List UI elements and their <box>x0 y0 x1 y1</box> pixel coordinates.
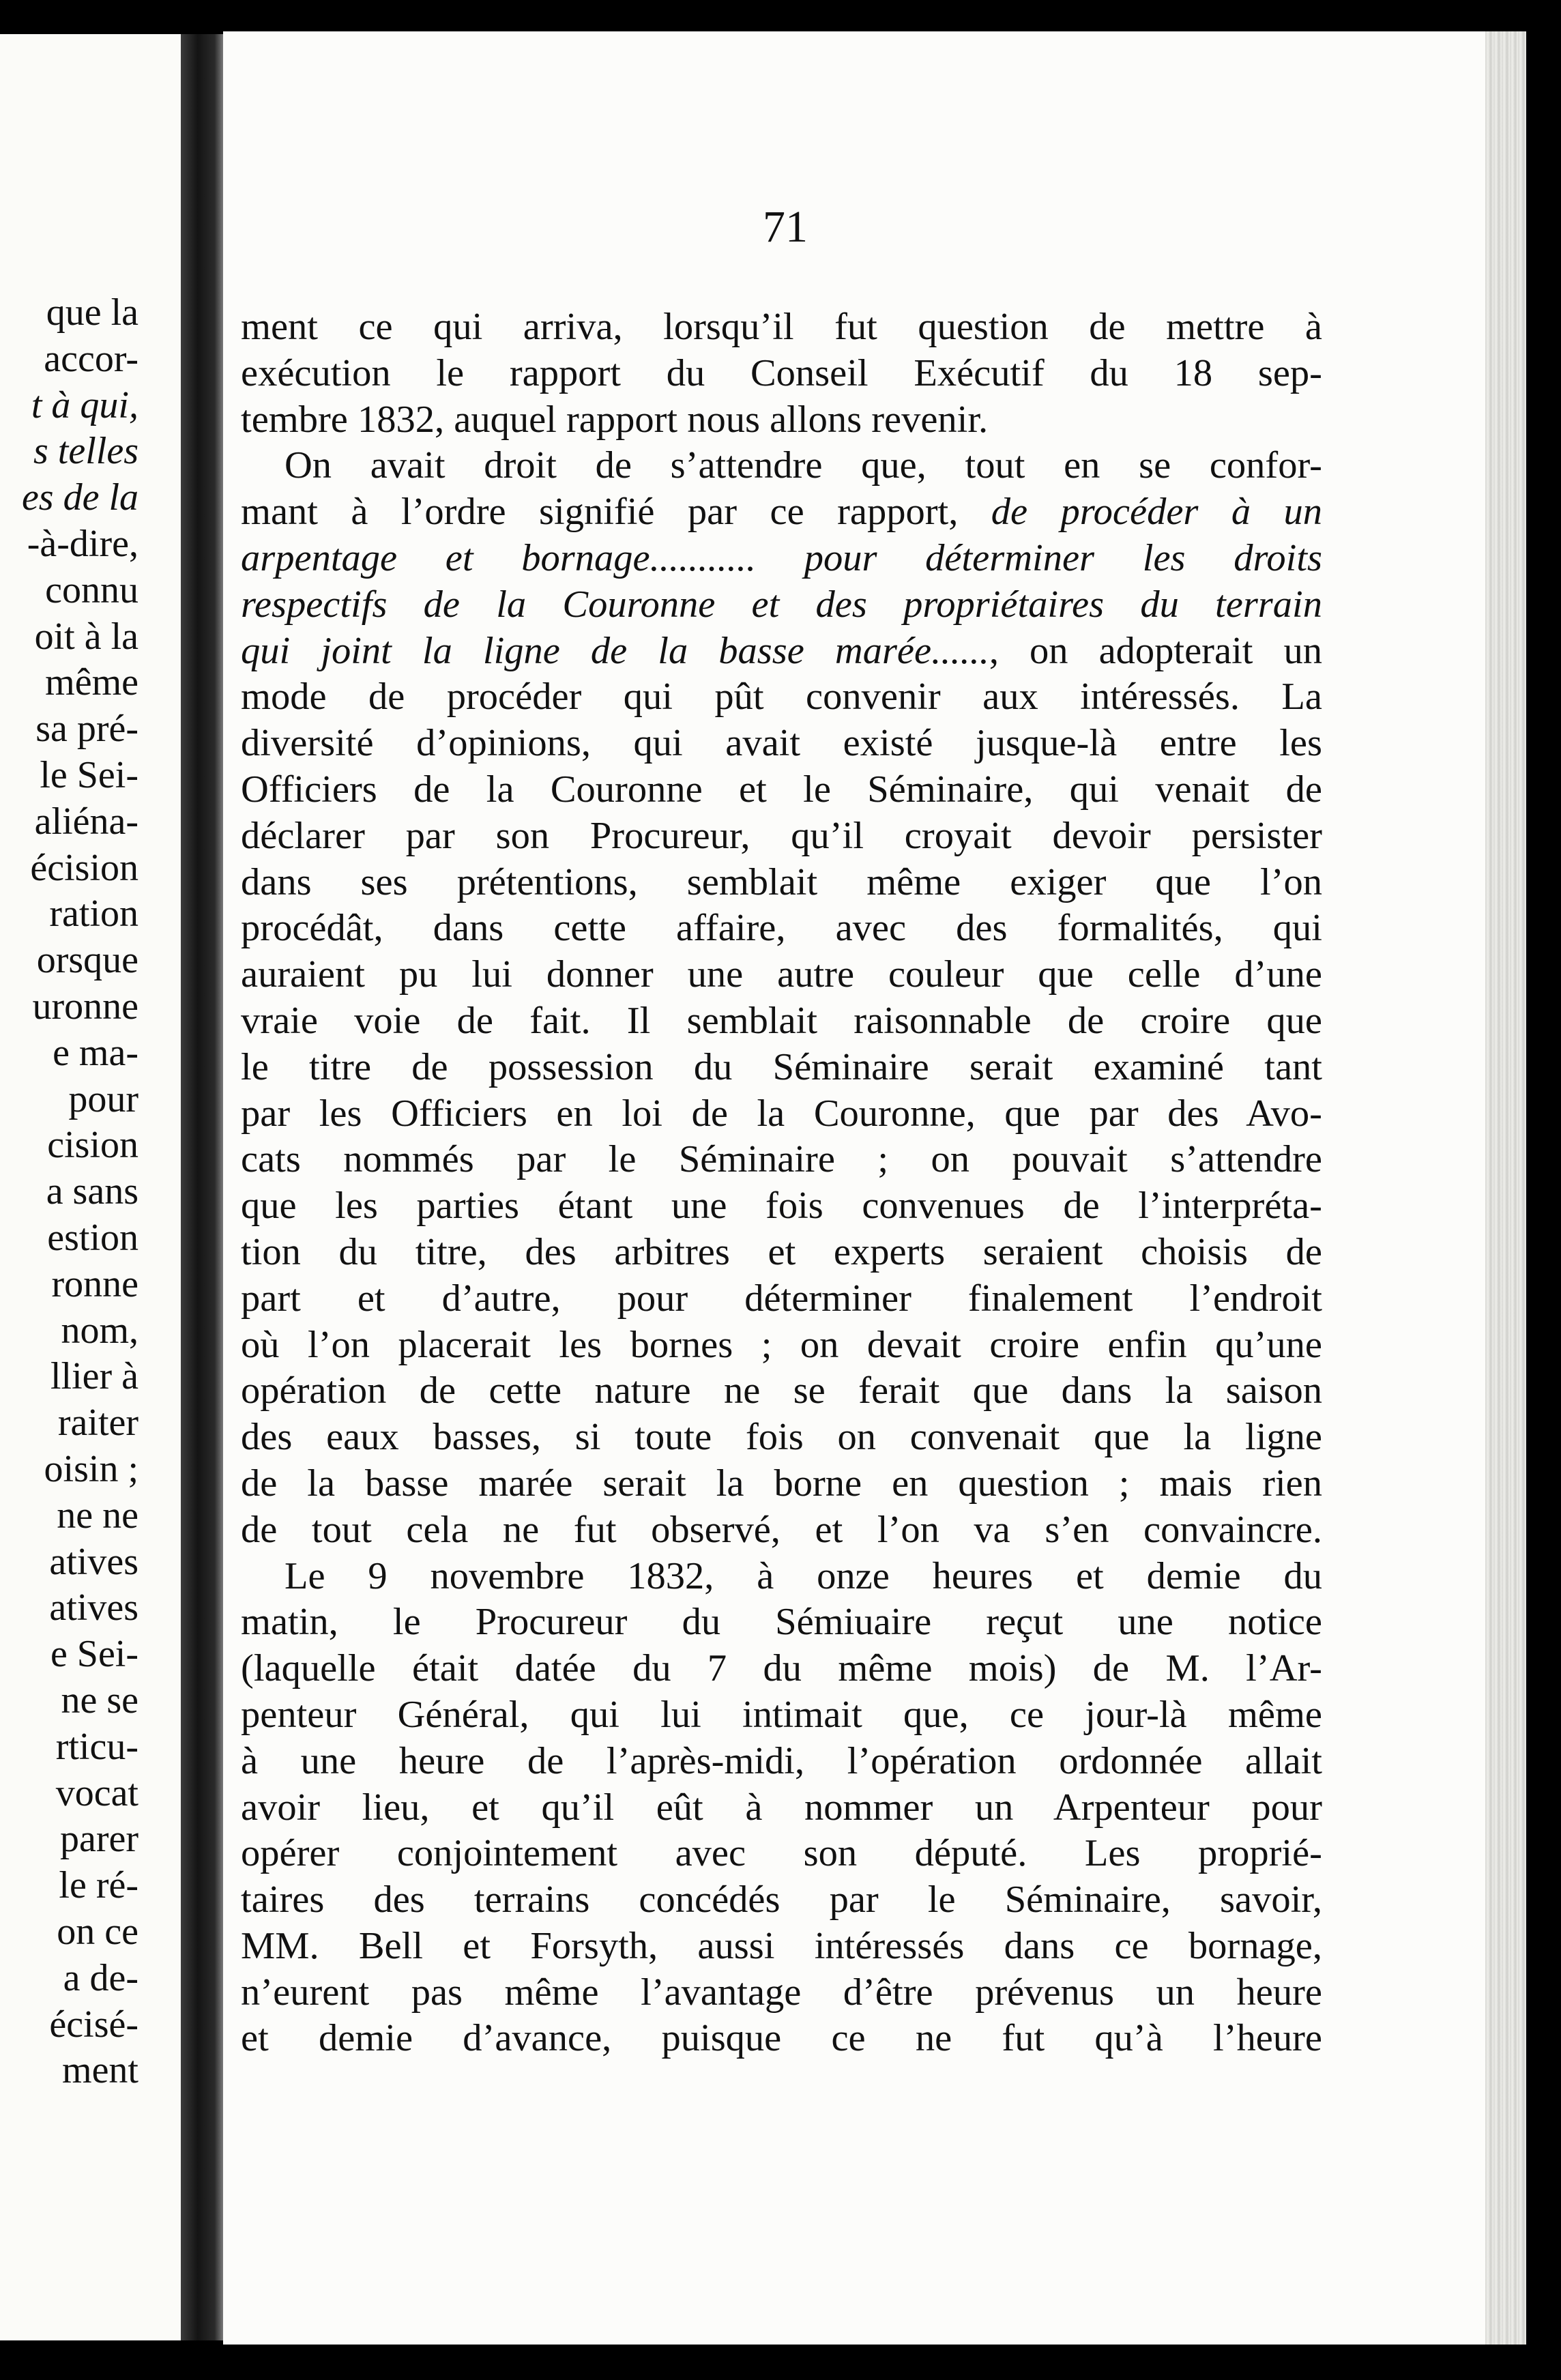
facing-page-line: que la <box>46 291 138 334</box>
text-line <box>241 721 1322 767</box>
text-segment: de la basse marée serait la borne en question ; mais rien <box>241 1462 1322 1505</box>
text-line <box>241 1507 1322 1554</box>
italic-text: arpentage et bornage........... pour déterminer les droits <box>241 536 1322 579</box>
text-segment: Le 9 novembre 1832, à onze heures et demie du <box>285 1554 1322 1597</box>
text-segment: tion du titre, des arbitres et experts seraient choisis de <box>241 1230 1322 1273</box>
facing-page-line: s telles <box>33 430 138 473</box>
text-segment: MM. Bell et Forsyth, aussi intéressés dans ce bornage, <box>241 1924 1322 1967</box>
facing-page-line: oisin ; <box>44 1448 138 1490</box>
text-line <box>241 905 1322 952</box>
page-edges <box>1485 31 1526 2345</box>
text-line <box>241 1646 1322 1692</box>
facing-page-line: on ce <box>57 1911 138 1953</box>
text-line <box>241 2016 1322 2062</box>
text-line <box>241 1414 1322 1461</box>
facing-page-line: même <box>45 661 138 704</box>
text-segment: Officiers de la Couronne et le Séminaire, qui venait de <box>241 768 1322 811</box>
text-line <box>241 397 1322 444</box>
text-line <box>241 304 1322 351</box>
facing-page-line: ne se <box>61 1679 138 1722</box>
text-segment: avoir lieu, et qu’il eût à nommer un Arpenteur pour <box>241 1786 1322 1829</box>
facing-page-line: e Sei- <box>50 1633 138 1676</box>
italic-text: respectifs de la Couronne et des propriétaires du terrain <box>241 583 1322 626</box>
text-line <box>241 443 1322 489</box>
text-line <box>241 628 1322 675</box>
text-line <box>241 860 1322 906</box>
facing-page-line: -à-dire, <box>27 523 138 565</box>
facing-page-line: uronne <box>32 985 138 1028</box>
text-line <box>241 1322 1322 1369</box>
text-line <box>241 1230 1322 1276</box>
facing-page-line: estion <box>47 1217 138 1259</box>
text-segment: diversité d’opinions, qui avait existé jusque-là entre les <box>241 722 1322 765</box>
text-line <box>241 1785 1322 1831</box>
text-line <box>241 1599 1322 1646</box>
text-segment: mant à l’ordre signifié par ce rapport, <box>241 491 991 534</box>
book-gutter <box>181 34 223 2340</box>
text-line <box>241 1554 1322 1600</box>
text-segment: où l’on placerait les bornes ; on devait croire enfin qu’une <box>241 1323 1322 1366</box>
facing-page-line: t à qui, <box>31 383 138 426</box>
text-line <box>241 1877 1322 1924</box>
facing-page-line: aliéna- <box>34 800 138 843</box>
text-line <box>241 1276 1322 1322</box>
text-segment: cats nommés par le Séminaire ; on pouvait s’attendre <box>241 1138 1322 1181</box>
facing-page-line: pour <box>68 1077 138 1120</box>
text-line <box>241 1692 1322 1739</box>
text-segment: opération de cette nature ne se ferait que dans la saison <box>241 1369 1322 1412</box>
facing-page-line: ne ne <box>57 1494 138 1537</box>
text-line <box>241 489 1322 536</box>
text-segment: déclarer par son Procureur, qu’il croyait devoir persister <box>241 814 1322 857</box>
facing-page-line: connu <box>45 568 138 611</box>
facing-page-line: ment <box>62 2049 138 2092</box>
text-line <box>241 1924 1322 1970</box>
facing-page-line: ration <box>49 893 138 935</box>
text-line <box>241 1970 1322 2016</box>
facing-page-line: cision <box>47 1124 138 1167</box>
facing-page-line: nom, <box>61 1309 138 1352</box>
text-segment: n’eurent pas même l’avantage d’être prévenus un heure <box>241 1971 1322 2014</box>
facing-page-line: a de- <box>63 1956 138 1999</box>
text-segment: vraie voie de fait. Il semblait raisonnable de croire que <box>241 999 1322 1042</box>
text-line <box>241 1461 1322 1507</box>
text-line <box>241 1137 1322 1183</box>
text-segment: à une heure de l’après-midi, l’opération ordonnée allait <box>241 1739 1322 1782</box>
text-line <box>241 1739 1322 1785</box>
text-line <box>241 1183 1322 1230</box>
facing-page-line: a sans <box>46 1170 138 1213</box>
text-segment: opérer conjointement avec son député. Les proprié- <box>241 1832 1322 1875</box>
facing-page-line: parer <box>59 1818 138 1861</box>
facing-page-line: le Sei- <box>40 754 138 796</box>
text-segment: auraient pu lui donner une autre couleur que celle d’une <box>241 953 1322 996</box>
text-segment: que les parties étant une fois convenues de l’interpréta- <box>241 1185 1322 1228</box>
text-line <box>241 767 1322 813</box>
facing-page-line: écisé- <box>49 2003 138 2046</box>
text-segment: On avait droit de s’attendre que, tout en se confor- <box>285 444 1322 487</box>
facing-page-line: atives <box>49 1586 138 1629</box>
facing-page-line: es de la <box>21 476 138 519</box>
text-segment: des eaux basses, si toute fois on convenait que la ligne <box>241 1416 1322 1459</box>
text-line <box>241 952 1322 998</box>
text-segment: le titre de possession du Séminaire serait examiné tant <box>241 1045 1322 1088</box>
text-segment: ment ce qui arriva, lorsqu’il fut question de mettre à <box>241 306 1322 348</box>
text-segment: , on adopterait un <box>989 629 1322 672</box>
text-line <box>241 351 1322 397</box>
text-segment: et demie d’avance, puisque ce ne fut qu’à l’heure <box>241 2017 1322 2060</box>
text-line <box>241 1091 1322 1137</box>
text-line <box>241 536 1322 582</box>
body-text <box>241 304 1322 2062</box>
facing-page-line: atives <box>49 1540 138 1583</box>
italic-text: de procéder à un <box>991 491 1322 534</box>
facing-page-line: rticu- <box>55 1725 138 1768</box>
text-segment: procédât, dans cette affaire, avec des formalités, qui <box>241 907 1322 950</box>
facing-page-line: écision <box>30 846 138 889</box>
text-line <box>241 1831 1322 1877</box>
text-segment: tembre 1832, auquel rapport nous allons revenir. <box>241 398 989 441</box>
text-line <box>241 813 1322 860</box>
text-segment: mode de procéder qui pût convenir aux intéressés. La <box>241 676 1322 719</box>
page-number: 71 <box>763 202 808 252</box>
text-line <box>241 674 1322 721</box>
text-line <box>241 1045 1322 1091</box>
facing-page-line: le ré- <box>59 1864 138 1907</box>
italic-text: qui joint la ligne de la basse marée...... <box>241 629 989 672</box>
facing-page-line: ronne <box>51 1262 138 1305</box>
facing-page-line: vocat <box>55 1771 138 1814</box>
facing-page-line: oit à la <box>34 615 138 658</box>
facing-page-line: raiter <box>57 1402 138 1445</box>
text-line <box>241 998 1322 1045</box>
facing-page-line: llier à <box>50 1355 138 1398</box>
text-segment: par les Officiers en loi de la Couronne, que par des Avo- <box>241 1092 1322 1135</box>
text-line <box>241 582 1322 628</box>
text-segment: part et d’autre, pour déterminer finalement l’endroit <box>241 1277 1322 1320</box>
facing-page-line: orsque <box>36 939 138 982</box>
facing-page-line: accor- <box>44 337 138 380</box>
facing-page-line: e ma- <box>53 1031 138 1074</box>
text-segment: de tout cela ne fut observé, et l’on va s’en convaincre. <box>241 1508 1322 1551</box>
text-segment: penteur Général, qui lui intimait que, ce jour-là même <box>241 1693 1322 1736</box>
facing-page-line: sa pré- <box>35 708 138 751</box>
text-segment: matin, le Procureur du Sémiuaire reçut une notice <box>241 1601 1322 1644</box>
text-line <box>241 1368 1322 1414</box>
text-segment: taires des terrains concédés par le Séminaire, savoir, <box>241 1878 1322 1921</box>
text-segment: exécution le rapport du Conseil Exécutif du 18 sep- <box>241 351 1322 394</box>
facing-page-fragment <box>0 34 181 2340</box>
text-segment: (laquelle était datée du 7 du même mois) de M. l’Ar- <box>241 1647 1322 1690</box>
text-segment: dans ses prétentions, semblait même exiger que l’on <box>241 860 1322 903</box>
